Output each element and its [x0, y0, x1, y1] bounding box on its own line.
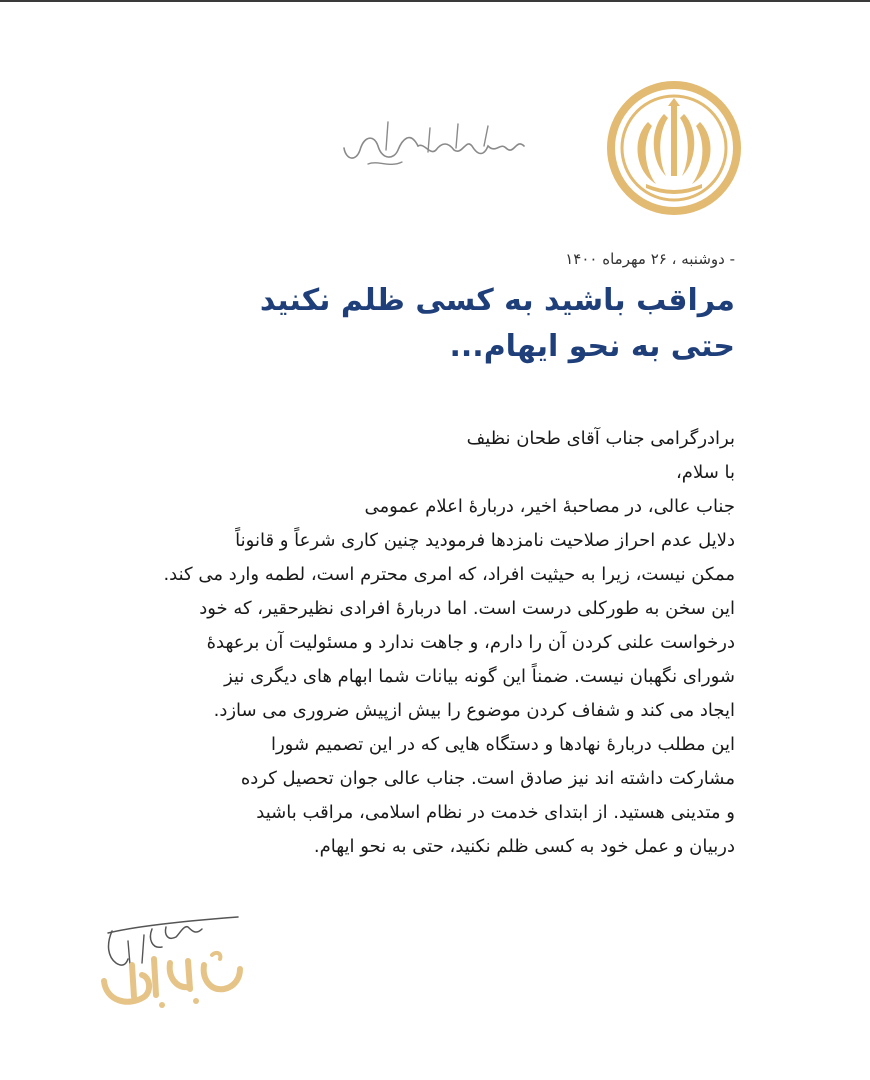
letter-body: [163, 422, 735, 864]
top-border: [0, 0, 870, 2]
signature: [92, 905, 252, 1015]
headline-line-1: مراقب باشید به کسی ظلم نکنید: [259, 283, 735, 318]
body-line: دربیان و عمل خود به کسی ظلم نکنید، حتی به نحو ایهام.: [313, 836, 735, 857]
headline: [175, 278, 735, 370]
body-line: دلایل عدم احراز صلاحیت نامزدها فرمودید چنین کاری شرعاً و قانوناً: [235, 530, 735, 551]
letter-content: [163, 250, 735, 864]
body-line: ایجاد می کند و شفاف کردن موضوع را بیش ازپیش ضروری می سازد.: [213, 700, 735, 721]
date-line: - دوشنبه ، ۲۶ مهرماه ۱۴۰۰: [565, 250, 735, 268]
body-line: این سخن به طورکلی درست است. اما دربارهٔ افرادی نظیرحقیر، که خود: [199, 598, 735, 619]
body-line: درخواست علنی کردن آن را دارم، و جاهت ندارد و مسئولیت آن برعهدهٔ: [206, 632, 735, 653]
body-line: مشارکت داشته اند نیز صادق است. جناب عالی جوان تحصیل کرده: [240, 768, 735, 789]
basmala-handwriting: [338, 116, 528, 172]
body-line: برادرگرامی جناب آقای طحان نظیف: [466, 428, 735, 449]
body-line: با سلام،: [676, 462, 735, 483]
body-line: جناب عالی، در مصاحبهٔ اخیر، دربارهٔ اعلام عمومی: [364, 496, 735, 517]
body-line: و متدینی هستید. از ابتدای خدمت در نظام اسلامی، مراقب باشید: [256, 802, 735, 823]
body-line: شورای نگهبان نیست. ضمناً این گونه بیانات شما ابهام های دیگری نیز: [224, 666, 735, 687]
headline-line-2: حتی به نحو ایهام...: [449, 329, 735, 364]
iran-emblem-icon: [606, 80, 742, 216]
body-line: ممکن نیست، زیرا به حیثیت افراد، که امری محترم است، لطمه وارد می کند.: [163, 564, 735, 585]
body-line: این مطلب دربارهٔ نهادها و دستگاه هایی که در این تصمیم شورا: [270, 734, 735, 755]
